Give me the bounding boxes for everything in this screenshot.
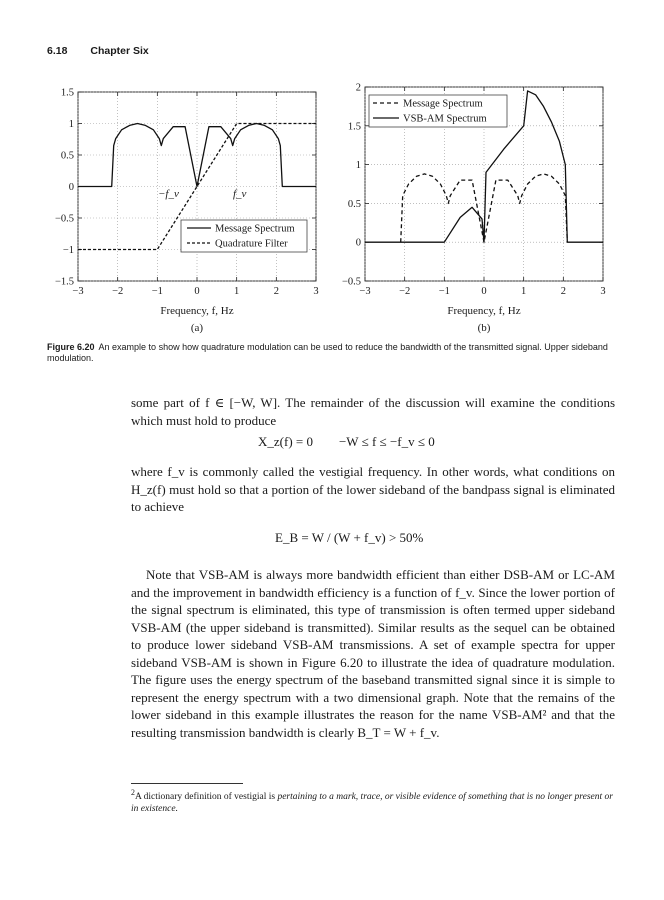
x-tick-label: 0 <box>194 286 200 297</box>
legend-a <box>181 220 307 252</box>
legend-entry-quadrature-filter: Quadrature Filter <box>215 238 288 250</box>
paragraph-3: Note that VSB-AM is always more bandwidth efficient than either DSB-AM or LC-AM and the improvement in bandwidth efficiency is a function of f_v. Since the lower portion of the signal spectrum is eliminated, this type of transmission is often termed upper sideband VSB-AM (the upper sideband is transmitted). Similar results as the sequel can be obtained to produce lower sideband VSB-AM transmissions. A set of example spectra for upper sideband VSB-AM is shown in Figure 6.20 to illustrate the idea of quadrature modulation. The figure uses the energy spectrum of the baseband transmitted signal since it is simple to represent the energy spectrum with a two dimensional graph. Note that the remains of the lower sideband in this example illustrates the reason for the name VSB-AM² and that the resulting transmission bandwidth is clearly B_T = W + f_v. <box>131 567 615 740</box>
footnote-marker: 2 <box>131 788 135 797</box>
y-tick-label: −1.5 <box>54 276 74 288</box>
x-tick-label: 3 <box>313 286 319 297</box>
chapter-title: Chapter Six <box>90 45 149 57</box>
y-tick-label: −0.5 <box>341 276 361 288</box>
x-tick-label: 2 <box>273 286 279 297</box>
footnote <box>131 787 615 815</box>
y-tick-label: 0.5 <box>347 198 361 210</box>
page-number: 6.18 <box>47 45 68 57</box>
x-tick-label: −3 <box>359 286 371 297</box>
y-tick-label: −1 <box>62 245 74 256</box>
y-tick-label: 1.5 <box>60 87 74 99</box>
y-tick-label: 1 <box>355 160 361 172</box>
chart-panel-a <box>55 88 319 335</box>
ticks-a <box>55 88 319 298</box>
y-tick-label: 0 <box>68 182 74 193</box>
x-tick-label: 1 <box>521 286 527 297</box>
legend-entry-message-spectrum: Message Spectrum <box>215 223 295 235</box>
x-tick-label: 3 <box>600 286 606 297</box>
y-tick-label: 0 <box>355 237 361 249</box>
paragraph-2: where f_v is commonly called the vestigial frequency. In other words, what conditions on H_z(f) must hold so that a portion of the lower sideband of the bandpass signal is eliminated to achieve <box>131 464 615 514</box>
footnote-rule <box>131 783 243 784</box>
caption-text: An example to show how quadrature modulation can be used to reduce the bandwidth of the transmitted signal. Upper sideband modulation. <box>47 342 608 363</box>
y-tick-label: 1.5 <box>347 121 361 133</box>
y-tick-label: 1 <box>68 119 74 130</box>
x-tick-label: −3 <box>72 286 84 297</box>
legend-entry-vsb-am-spectrum: VSB-AM Spectrum <box>403 113 487 125</box>
equation-eb: E_B = W / (W + f_v) > 50% <box>275 530 424 545</box>
chart-panel-b <box>342 83 606 335</box>
y-tick-label: −0.5 <box>54 213 74 225</box>
annotations-a <box>158 188 247 200</box>
footnote-definition: pertaining to a mark, trace, or visible evidence of something that is no longer present or in existence. <box>131 792 613 815</box>
y-tick-label: 2 <box>355 82 361 94</box>
x-tick-label: −1 <box>438 286 450 297</box>
x-tick-label: −2 <box>112 286 124 297</box>
annotation-fv: f_v <box>233 188 247 200</box>
x-tick-label: 0 <box>481 286 487 297</box>
xlabel-b: Frequency, f, Hz <box>447 305 521 317</box>
x-tick-label: −2 <box>399 286 411 297</box>
xlabel-a: Frequency, f, Hz <box>160 305 234 317</box>
caption-label: Figure 6.20 <box>47 342 95 352</box>
x-tick-label: 1 <box>234 286 240 297</box>
legend-entry-message-spectrum-b: Message Spectrum <box>403 98 483 110</box>
panel-label-a: (a) <box>190 322 204 334</box>
figure-caption <box>47 342 622 363</box>
equation-xz: X_z(f) = 0 −W ≤ f ≤ −f_v ≤ 0 <box>258 434 435 449</box>
x-tick-label: 2 <box>560 286 566 297</box>
x-tick-label: −1 <box>151 286 163 297</box>
paragraph-1: some part of f ∈ [−W, W]. The remainder of the discussion will examine the conditions which must hold to produce <box>131 395 615 428</box>
annotation-minus-fv: −f_v <box>158 188 179 200</box>
footnote-text: A dictionary definition of vestigial is <box>134 792 276 803</box>
panel-label-b: (b) <box>477 322 491 334</box>
figure-6-20 <box>0 0 664 340</box>
y-tick-label: 0.5 <box>60 150 74 162</box>
legend-b <box>369 95 507 127</box>
